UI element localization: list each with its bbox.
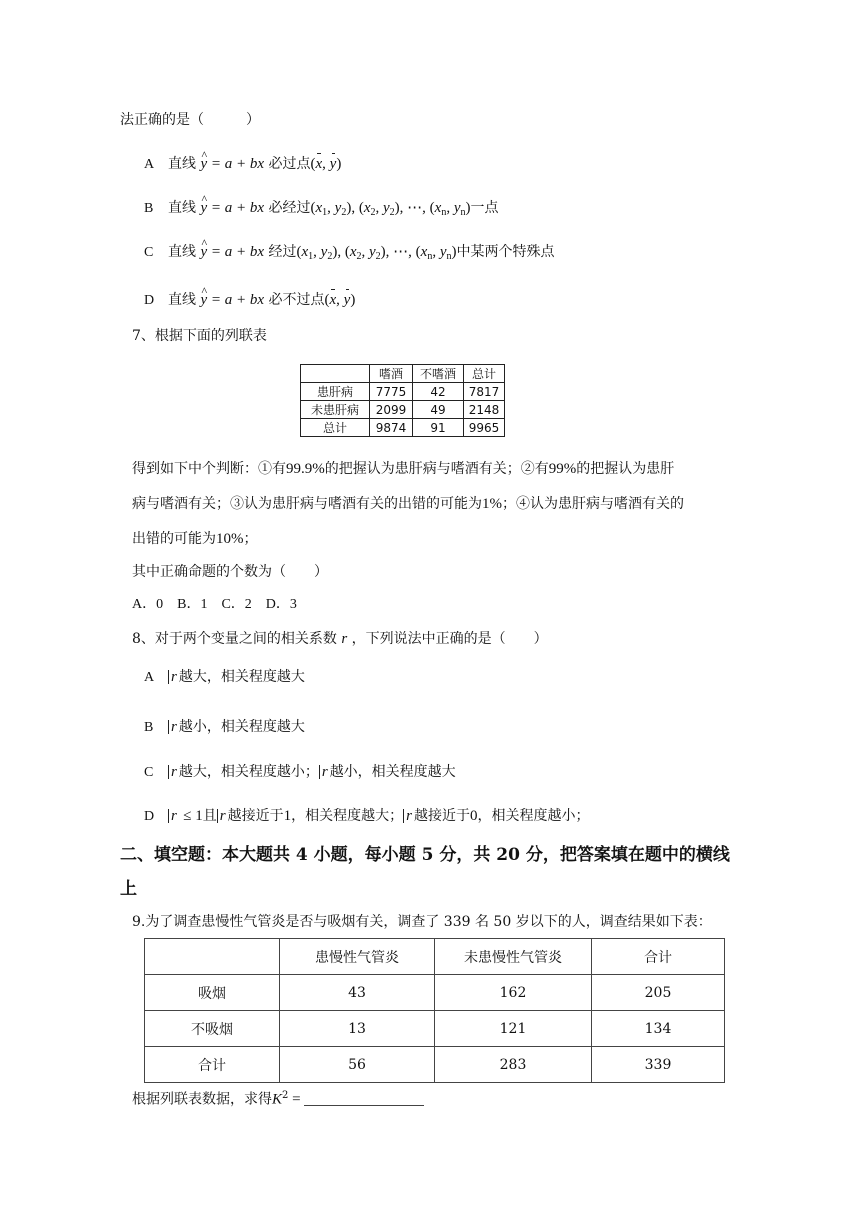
q9-ask: 根据列联表数据，求得$K^2$ = — [132, 1086, 424, 1110]
q6-stem-tail: 法正确的是（ ） — [120, 112, 260, 128]
q6-option-b: B 直线 ^ y = a + bx 必经过($x_1$, $y_2$), ($x_2$, $y_2$), ⋯, ($x_n$, $y_n$)一点 — [144, 198, 499, 223]
q8-option-d: D r ≤ 1且 r 越接近于1，相关程度越大； r 越接近于0，相关程度越小； — [144, 808, 590, 824]
table-row: 合计 56 283 339 — [145, 1047, 725, 1083]
section-heading: 二、填空题：本大题共 4 小题，每小题 5 分，共 20 分，把答案填在题中的横线 — [120, 845, 730, 865]
q8-option-a: A r 越大，相关程度越大 — [144, 669, 305, 685]
q7-judgement-line3: 出错的可能为10%； — [132, 531, 258, 547]
table-row: 患慢性气管炎 未患慢性气管炎 合计 — [145, 939, 725, 975]
q7-contingency-table — [300, 364, 505, 437]
answer-blank[interactable] — [304, 1091, 424, 1106]
table-row: 患肝病 7775 42 7817 — [301, 383, 505, 401]
table-row: 总计 9874 91 9965 — [301, 419, 505, 437]
q8-stem: 8、对于两个变量之间的相关系数 r ，下列说法中正确的是（ ） — [132, 631, 548, 647]
q7-judgement-line2: 病与嗜酒有关；③认为患肝病与嗜酒有关的出错的可能为1%；④认为患肝病与嗜酒有关的 — [132, 496, 684, 512]
q6-option-c: C 直线 ^ y = a + bx 经过($x_1$, $y_2$), ($x_2$, $y_2$), ⋯, ($x_n$, $y_n$)中某两个特殊点 — [144, 242, 555, 267]
q7-answers: A．0 B．1 C．2 D．3 — [132, 597, 297, 612]
table-row: 吸烟 43 162 205 — [145, 975, 725, 1011]
table-row: 不吸烟 13 121 134 — [145, 1011, 725, 1047]
q8-option-c: C r 越大，相关程度越小； r 越小，相关程度越大 — [144, 764, 456, 780]
q9-survey-table — [144, 938, 725, 1083]
table-row: 嗜酒 不嗜酒 总计 — [301, 365, 505, 383]
q9-stem: 9.为了调查患慢性气管炎是否与吸烟有关，调查了 339 名 50 岁以下的人，调查结果如下表： — [132, 914, 712, 930]
section-heading-cont: 上 — [120, 879, 137, 899]
q7-count: 其中正确命题的个数为（ ） — [132, 564, 328, 580]
q6-option-d: D 直线 ^ y = a + bx 必不过点(x, y) — [144, 290, 355, 311]
q7-title: 7、根据下面的列联表 — [132, 328, 267, 344]
q8-option-b: B r 越小，相关程度越大 — [144, 719, 305, 735]
table-row: 未患肝病 2099 49 2148 — [301, 401, 505, 419]
q7-judgement-line1: 得到如下中个判断：①有99.9%的把握认为患肝病与嗜酒有关；②有99%的把握认为患肝 — [132, 461, 675, 477]
q6-option-a: A 直线 ^ y = a + bx 必过点(x, y) — [144, 154, 341, 175]
